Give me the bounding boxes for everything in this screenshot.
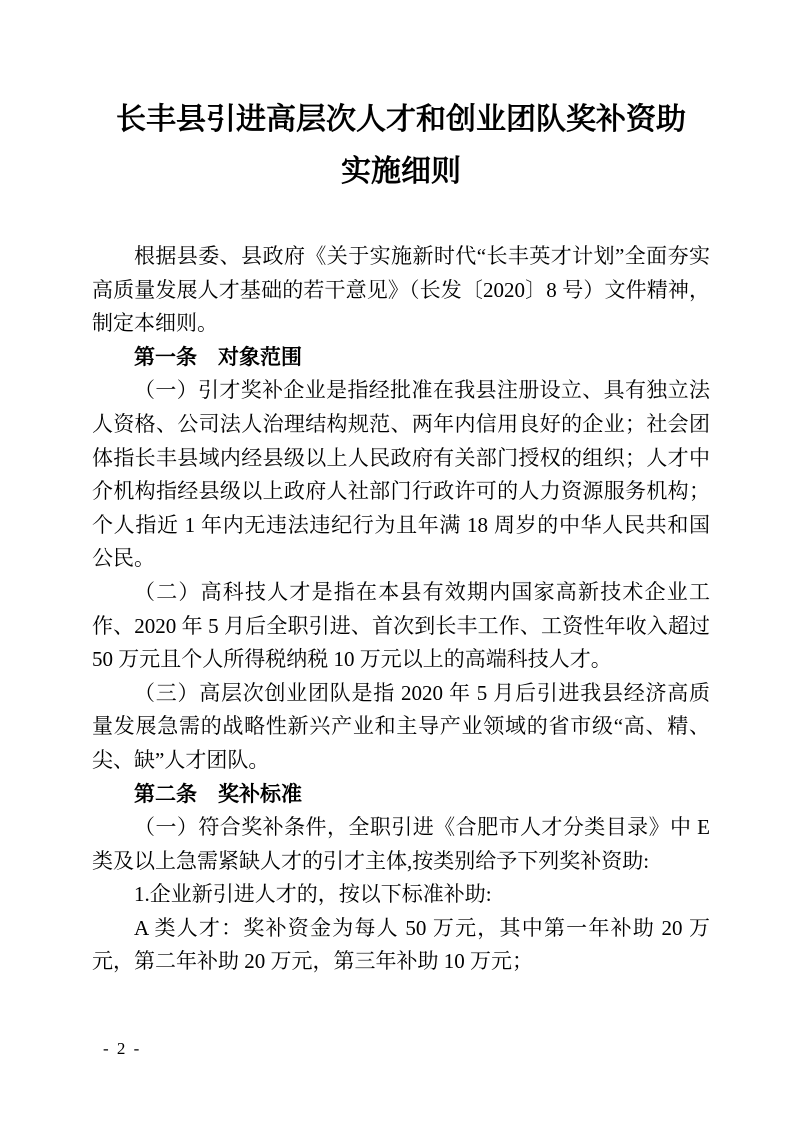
paragraph-intro: 根据县委、县政府《关于实施新时代“长丰英才计划”全面夯实高质量发展人才基础的若干意见》（长发〔2020〕8 号）文件精神，制定本细则。	[92, 244, 710, 336]
section-heading-article-1: 第一条 对象范围	[134, 344, 302, 369]
document-title	[92, 94, 710, 198]
section-heading-article-2: 第二条 奖补标准	[134, 781, 302, 806]
document-title-line-2: 实施细则	[341, 155, 461, 188]
paragraph-article1-item2: （二）高科技人才是指在本县有效期内国家高新技术企业工作、2020 年 5 月后全职引进、首次到长丰工作、工资性年收入超过 50 万元且个人所得税纳税 10 万元以上的高端科技人才。	[92, 579, 710, 672]
document-title-line-1: 长丰县引进高层次人才和创业团队奖补资助	[116, 103, 686, 136]
page-number: - 2 -	[103, 1039, 142, 1058]
paragraph-article2-class-a: A 类人才：奖补资金为每人 50 万元，其中第一年补助 20 万元，第二年补助 20 万元，第三年补助 10 万元；	[92, 915, 710, 974]
paragraph-article2-item1: （一）符合奖补条件，全职引进《合肥市人才分类目录》中 E 类及以上急需紧缺人才的引才主体,按类别给予下列奖补资助:	[92, 815, 710, 873]
paragraph-article1-item1: （一）引才奖补企业是指经批准在我县注册设立、具有独立法人资格、公司法人治理结构规范、两年内信用良好的企业；社会团体指长丰县域内经县级以上人民政府有关部门授权的组织；人才中介机构指经县级以上政府人社部门行政许可的人力资源服务机构；个人指近 1 年内无违法违纪行为且年满 18 周岁的中华人民共和国公民。	[92, 378, 710, 571]
paragraph-article1-item3: （三）高层次创业团队是指 2020 年 5 月后引进我县经济高质量发展急需的战略性新兴产业和主导产业领域的省市级“高、精、尖、缺”人才团队。	[92, 680, 710, 772]
document-body	[92, 240, 710, 979]
paragraph-article2-sub1: 1.企业新引进人才的，按以下标准补助:	[134, 882, 492, 907]
document-content	[92, 94, 710, 979]
